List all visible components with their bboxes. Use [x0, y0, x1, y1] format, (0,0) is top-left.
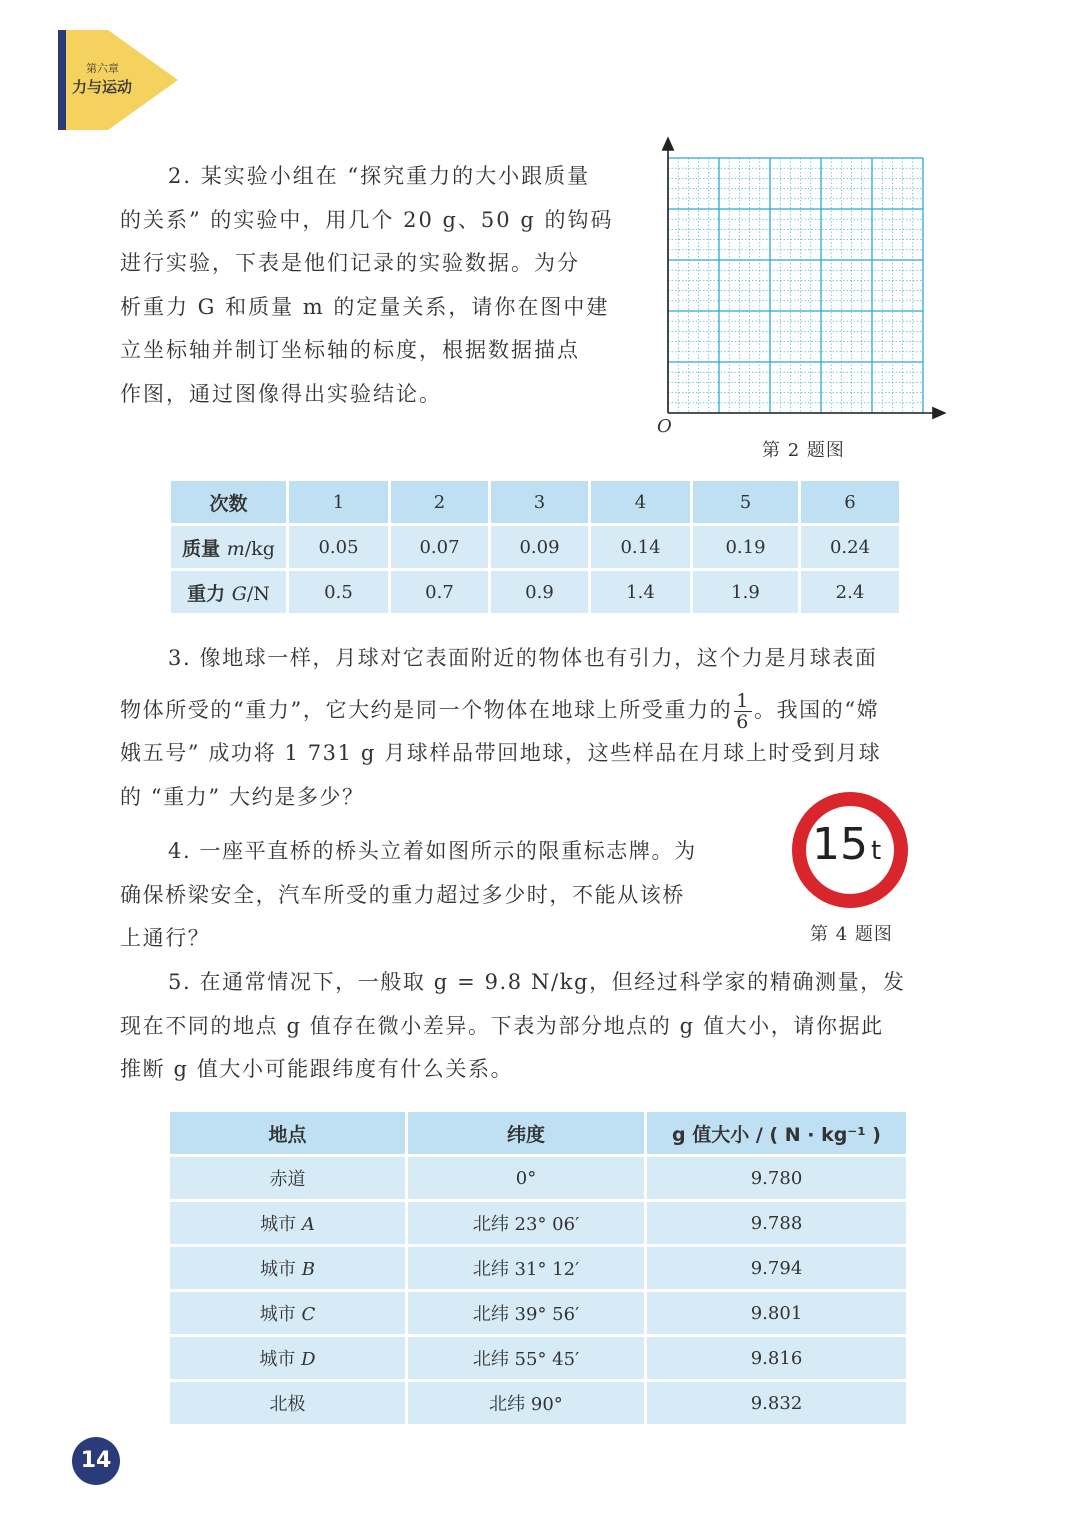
table-row [170, 1337, 906, 1379]
q4-figure-caption: 第 4 题图 [810, 924, 893, 945]
table-header-cell: 次数 [171, 481, 286, 523]
g-value-table [167, 1109, 909, 1427]
row-label-gravity: 重力 G/N [171, 571, 286, 613]
table-cell: 北纬 31° 12′ [408, 1247, 644, 1289]
chapter-number: 第六章 [86, 62, 119, 75]
table-header-cell: g 值大小 / ( N · kg⁻¹ ) [647, 1112, 906, 1154]
q5-line-2: 现在不同的地点 g 值存在微小差异。下表为部分地点的 g 值大小，请你据此 [120, 1013, 884, 1038]
origin-label: O [657, 416, 672, 437]
q5-line-3: 推断 g 值大小可能跟纬度有什么关系。 [120, 1057, 514, 1081]
table-cell: 9.816 [647, 1337, 906, 1379]
q2-grid-figure [640, 130, 960, 470]
table-header-cell: 纬度 [408, 1112, 644, 1154]
q3-line-4: 的 “重力” 大约是多少？ [120, 784, 365, 809]
table-cell: 0° [408, 1157, 644, 1199]
table-cell: 2.4 [801, 571, 899, 613]
table-cell: 城市 C [170, 1292, 405, 1334]
table-cell: 1.4 [591, 571, 690, 613]
q3-line-3: 娥五号” 成功将 1 731 g 月球样品带回地球，这些样品在月球上时受到月球 [120, 741, 882, 765]
table-cell: 北纬 39° 56′ [408, 1292, 644, 1334]
grid-paper [640, 130, 960, 470]
chapter-bar [58, 30, 66, 130]
q5-line-1: 5. 在通常情况下，一般取 g = 9.8 N/kg，但经过科学家的精确测量，发 [168, 970, 906, 994]
table-cell: 0.5 [289, 571, 388, 613]
question-4 [120, 830, 750, 961]
table-cell: 赤道 [170, 1157, 405, 1199]
table-cell: 北纬 90° [408, 1382, 644, 1424]
weight-limit-sign [790, 790, 910, 910]
q4-line-2: 确保桥梁安全，汽车所受的重力超过多少时，不能从该桥 [120, 882, 685, 907]
table-cell: 0.19 [693, 526, 798, 568]
row-label-mass: 质量 m/kg [171, 526, 286, 568]
table-cell: 城市 A [170, 1202, 405, 1244]
table-row [171, 481, 899, 523]
table-cell: 北纬 55° 45′ [408, 1337, 644, 1379]
q3-line-1: 3. 像地球一样，月球对它表面附近的物体也有引力，这个力是月球表面 [168, 646, 878, 670]
q2-line-3: 进行实验，下表是他们记录的实验数据。为分 [120, 251, 580, 275]
table-cell: 0.7 [391, 571, 488, 613]
page-number: 14 [72, 1437, 120, 1485]
table-row [171, 571, 899, 613]
table-cell: 0.09 [491, 526, 588, 568]
table-cell: 1.9 [693, 571, 798, 613]
q4-line-3: 上通行？ [120, 926, 211, 950]
table-header-cell: 3 [491, 481, 588, 523]
table-row [170, 1112, 906, 1154]
q2-line-1: 2. 某实验小组在 “探究重力的大小跟质量 [168, 164, 591, 188]
table-cell: 9.780 [647, 1157, 906, 1199]
question-5 [120, 961, 950, 1092]
q2-figure-caption: 第 2 题图 [762, 440, 845, 461]
q2-line-6: 作图，通过图像得出实验结论。 [120, 381, 442, 406]
q4-line-1: 4. 一座平直桥的桥头立着如图所示的限重标志牌。为 [168, 839, 697, 863]
table-header-cell: 4 [591, 481, 690, 523]
table-row [170, 1382, 906, 1424]
fraction-one-sixth: $\frac{1}{6}$ [736, 689, 750, 733]
table-cell: 北纬 23° 06′ [408, 1202, 644, 1244]
table-cell: 0.9 [491, 571, 588, 613]
table-header-cell: 地点 [170, 1112, 405, 1154]
table-row [171, 526, 899, 568]
table-cell: 北极 [170, 1382, 405, 1424]
table-header-cell: 5 [693, 481, 798, 523]
table-cell: 城市 B [170, 1247, 405, 1289]
experiment-table [168, 478, 902, 616]
table-cell: 9.832 [647, 1382, 906, 1424]
chapter-title: 力与运动 [72, 78, 133, 96]
table-row [170, 1157, 906, 1199]
table-cell: 9.788 [647, 1202, 906, 1244]
table-cell: 城市 D [170, 1337, 405, 1379]
table-row [170, 1202, 906, 1244]
table-header-cell: 6 [801, 481, 899, 523]
table-cell: 9.801 [647, 1292, 906, 1334]
q3-line-2: 物体所受的“重力”，它大约是同一个物体在地球上所受重力的 $\frac{1}{6}$ 。我国的“嫦 [120, 689, 880, 733]
table-cell: 0.24 [801, 526, 899, 568]
q2-line-2: 的关系” 的实验中，用几个 20 g、50 g 的钩码 [120, 207, 614, 232]
q2-line-4: 析重力 G 和质量 m 的定量关系，请你在图中建 [120, 294, 610, 319]
chapter-tab [58, 30, 178, 130]
table-row [170, 1292, 906, 1334]
table-cell: 0.14 [591, 526, 690, 568]
sign-number: 15 t [812, 819, 882, 870]
table-header-cell: 2 [391, 481, 488, 523]
q2-line-5: 立坐标轴并制订坐标轴的标度，根据数据描点 [120, 338, 580, 362]
table-cell: 0.05 [289, 526, 388, 568]
table-cell: 9.794 [647, 1247, 906, 1289]
table-row [170, 1247, 906, 1289]
question-2 [120, 155, 640, 416]
table-header-cell: 1 [289, 481, 388, 523]
table-cell: 0.07 [391, 526, 488, 568]
